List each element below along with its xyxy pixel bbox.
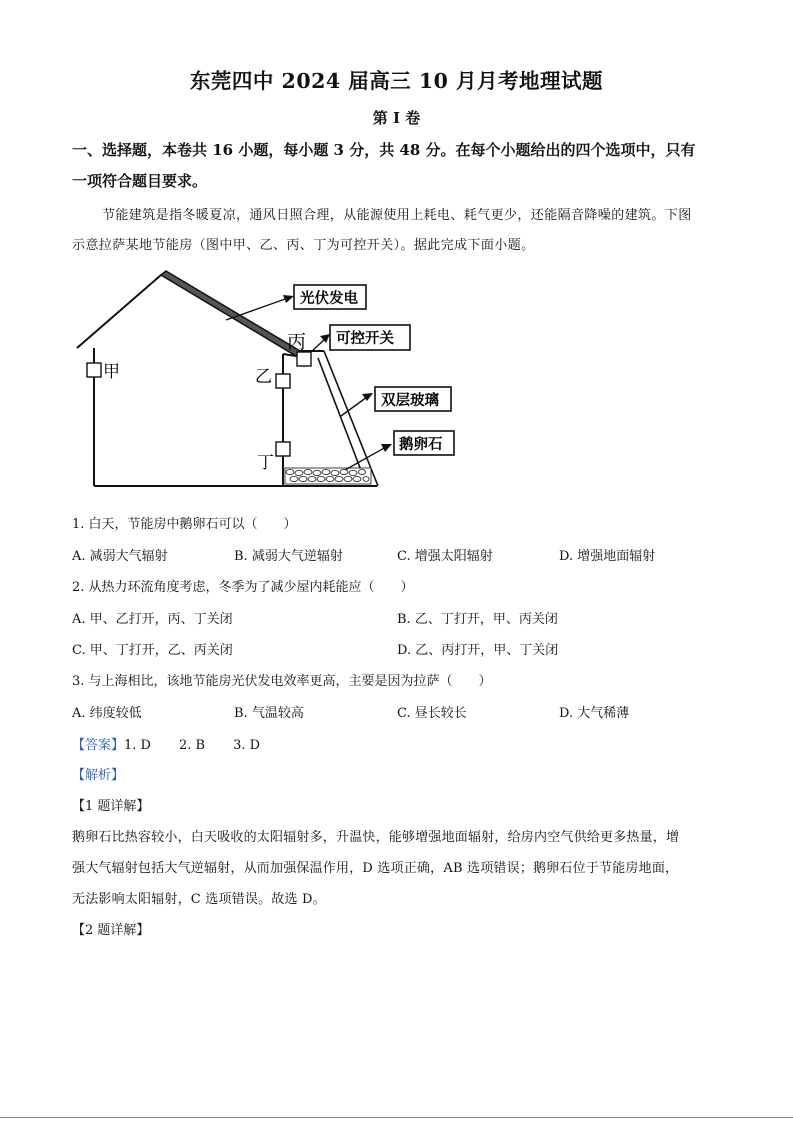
q1-option-c: C. 增强太阳辐射 [397, 549, 493, 564]
q3-option-b: B. 气温较高 [234, 706, 304, 721]
label-glass: 双层玻璃 [381, 393, 439, 409]
switch-yi [276, 374, 290, 388]
label-bing: 丙 [287, 331, 307, 353]
label-pv: 光伏发电 [300, 291, 358, 307]
energy-saving-house-diagram [72, 268, 472, 493]
page-title: 东莞四中 2024 届高三 10 月月考地理试题 [189, 69, 604, 93]
switch-ding [276, 442, 290, 456]
switch-bing [297, 352, 311, 366]
intro-line1: 节能建筑是指冬暖夏凉，通风日照合理，从能源使用上耗电、耗气更少，还能隔音降噪的建筑。下图 [102, 208, 692, 223]
label-stone: 鹅卵石 [399, 437, 443, 453]
question-3-stem: 3. 与上海相比，该地节能房光伏发电效率更高，主要是因为拉萨（ ） [72, 674, 492, 689]
pebble-layer [285, 468, 371, 484]
q1-option-a: A. 减弱大气辐射 [72, 549, 168, 564]
intro-line2: 示意拉萨某地节能房（图中甲、乙、丙、丁为可控开关）。据此完成下面小题。 [72, 238, 535, 253]
q3-option-a: A. 纬度较低 [72, 706, 142, 721]
glass-outer [324, 351, 378, 486]
volume-heading: 第 I 卷 [372, 109, 421, 127]
q3-option-d: D. 大气稀薄 [559, 706, 630, 721]
answer-label: 【答案】 [72, 738, 125, 753]
q2-option-c: C. 甲、丁打开，乙、丙关闭 [72, 643, 233, 658]
detail1-line3: 无法影响太阳辐射，C 选项错误。故选 D。 [72, 892, 326, 907]
label-jia: 甲 [103, 362, 120, 382]
detail1-label: 【1 题详解】 [72, 799, 150, 814]
q1-option-d: D. 增强地面辐射 [559, 549, 656, 564]
q3-option-c: C. 昼长较长 [397, 706, 467, 721]
question-2-stem: 2. 从热力环流角度考虑，冬季为了减少屋内耗能应（ ） [72, 580, 414, 595]
label-ding: 丁 [257, 453, 274, 473]
q2-option-a: A. 甲、乙打开，丙、丁关闭 [72, 612, 233, 627]
section-heading-line1: 一、选择题，本卷共 16 小题，每小题 3 分，共 48 分。在每个小题给出的四个选项中，只有 [72, 141, 696, 159]
label-yi: 乙 [255, 367, 272, 387]
answer-item: 1. D [124, 738, 151, 753]
q1-option-b: B. 减弱大气逆辐射 [234, 549, 343, 564]
answer-item: 3. D [233, 738, 261, 753]
pv-panel [161, 271, 300, 356]
detail2-label: 【2 题详解】 [72, 923, 150, 938]
answer-item: 2. B [178, 738, 206, 753]
house-roof-left [77, 275, 161, 348]
label-switch: 可控开关 [336, 331, 394, 347]
switch-jia [87, 363, 101, 377]
question-1-stem: 1. 白天，节能房中鹅卵石可以（ ） [72, 517, 297, 532]
q2-option-d: D. 乙、丙打开，甲、丁关闭 [397, 643, 559, 658]
section-heading-line2: 一项符合题目要求。 [72, 172, 208, 190]
q2-option-b: B. 乙、丁打开，甲、丙关闭 [397, 612, 558, 627]
detail1-line2: 强大气辐射包括大气逆辐射，从而加强保温作用，D 选项正确，AB 选项错误；鹅卵石位于节能房地面， [72, 861, 679, 876]
glass-inner [318, 358, 362, 473]
answer-row [72, 734, 260, 753]
analysis-label: 【解析】 [72, 768, 125, 783]
detail1-line1: 鹅卵石比热容较小，白天吸收的太阳辐射多，升温快，能够增强地面辐射，给房内空气供给更多热量，增 [72, 830, 680, 845]
page-bottom-rule [0, 1117, 793, 1118]
